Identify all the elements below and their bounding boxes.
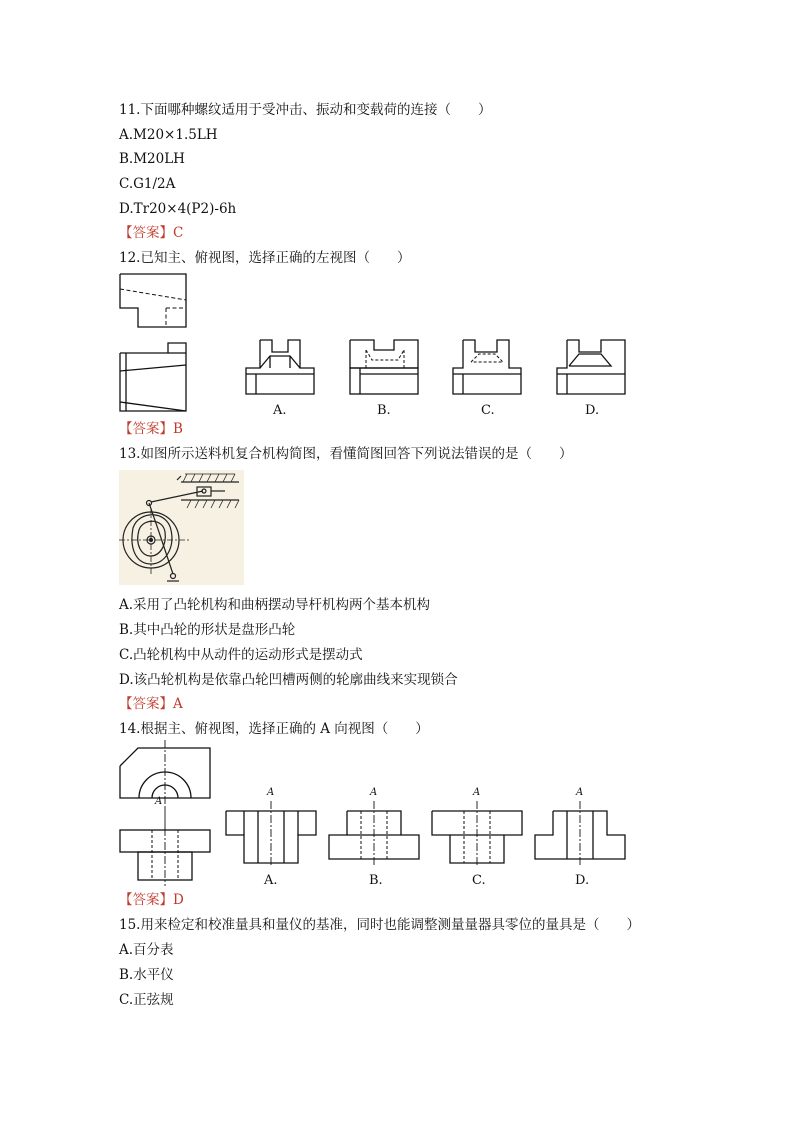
q15-option-a: A.百分表: [119, 942, 174, 958]
q14-choice-c-label: C.: [472, 873, 486, 888]
q11-option-b: B.M20LH: [119, 151, 185, 167]
q14-choice-b-marker: A: [370, 787, 378, 798]
q15-stem: 15.用来检定和校准量具和量仪的基准，同时也能调整测量量器具零位的量具是（ ）: [119, 917, 640, 933]
q14-choice-c-marker: A: [473, 787, 481, 798]
q12-choice-a-label: A.: [273, 403, 287, 418]
q13-option-d: D.该凸轮机构是依靠凸轮凹槽两侧的轮廓曲线来实现锁合: [119, 672, 458, 688]
q13-stem: 13.如图所示送料机复合机构简图，看懂简图回答下列说法错误的是（ ）: [119, 446, 573, 462]
q12-choice-d-label: D.: [585, 403, 600, 418]
q13-mechanism-diagram: [119, 470, 244, 585]
answer-bracket: 【答案】: [119, 892, 173, 908]
answer-value: A: [173, 696, 183, 712]
answer-value: C: [173, 225, 184, 241]
q14-choice-d-figure: [533, 793, 627, 865]
q12-choice-b-figure: [348, 338, 422, 398]
q12-choice-c-figure: [451, 338, 525, 398]
q12-main-top-views: [118, 272, 190, 417]
q15-option-c: C.正弦规: [119, 992, 174, 1008]
q11-stem: 11.下面哪种螺纹适用于受冲击、振动和变载荷的连接（ ）: [119, 102, 492, 118]
q14-choice-a-label: A.: [264, 873, 278, 888]
q12-choice-c-label: C.: [481, 403, 495, 418]
q14-choice-a-figure: [224, 793, 318, 865]
q15-option-b: B.水平仪: [119, 967, 174, 983]
q12-choice-d-figure: [555, 338, 629, 398]
q12-choice-a-figure: [244, 338, 318, 398]
answer-bracket: 【答案】: [119, 225, 173, 241]
answer-value: D: [173, 892, 184, 908]
q11-option-a: A.M20×1.5LH: [119, 127, 218, 143]
q14-choice-d-marker: A: [576, 787, 584, 798]
q12-stem: 12.已知主、俯视图，选择正确的左视图（ ）: [119, 250, 411, 266]
q13-answer: [119, 695, 183, 713]
q12-choice-b-label: B.: [377, 403, 391, 418]
q13-option-c: C.凸轮机构中从动件的运动形式是摆动式: [119, 647, 363, 663]
q14-choice-d-label: D.: [575, 873, 590, 888]
q13-option-a: A.采用了凸轮机构和曲柄摆动导杆机构两个基本机构: [119, 597, 431, 613]
q14-choice-b-figure: [327, 793, 421, 865]
q14-main-top-views: [118, 740, 214, 888]
q14-answer: [119, 891, 184, 909]
answer-bracket: 【答案】: [119, 421, 173, 437]
q14-choice-b-label: B.: [369, 873, 383, 888]
q14-choice-a-marker: A: [267, 787, 275, 798]
answer-value: B: [173, 421, 183, 437]
q14-stem: 14.根据主、俯视图，选择正确的 A 向视图（ ）: [119, 721, 429, 737]
answer-bracket: 【答案】: [119, 696, 173, 712]
q14-view-marker: A: [155, 796, 163, 807]
q13-option-b: B.其中凸轮的形状是盘形凸轮: [119, 622, 296, 638]
q11-option-c: C.G1/2A: [119, 176, 176, 192]
q11-option-d: D.Tr20×4(P2)-6h: [119, 201, 237, 217]
q12-answer: [119, 420, 183, 438]
q14-choice-c-figure: [430, 793, 524, 865]
q11-answer: [119, 224, 183, 242]
